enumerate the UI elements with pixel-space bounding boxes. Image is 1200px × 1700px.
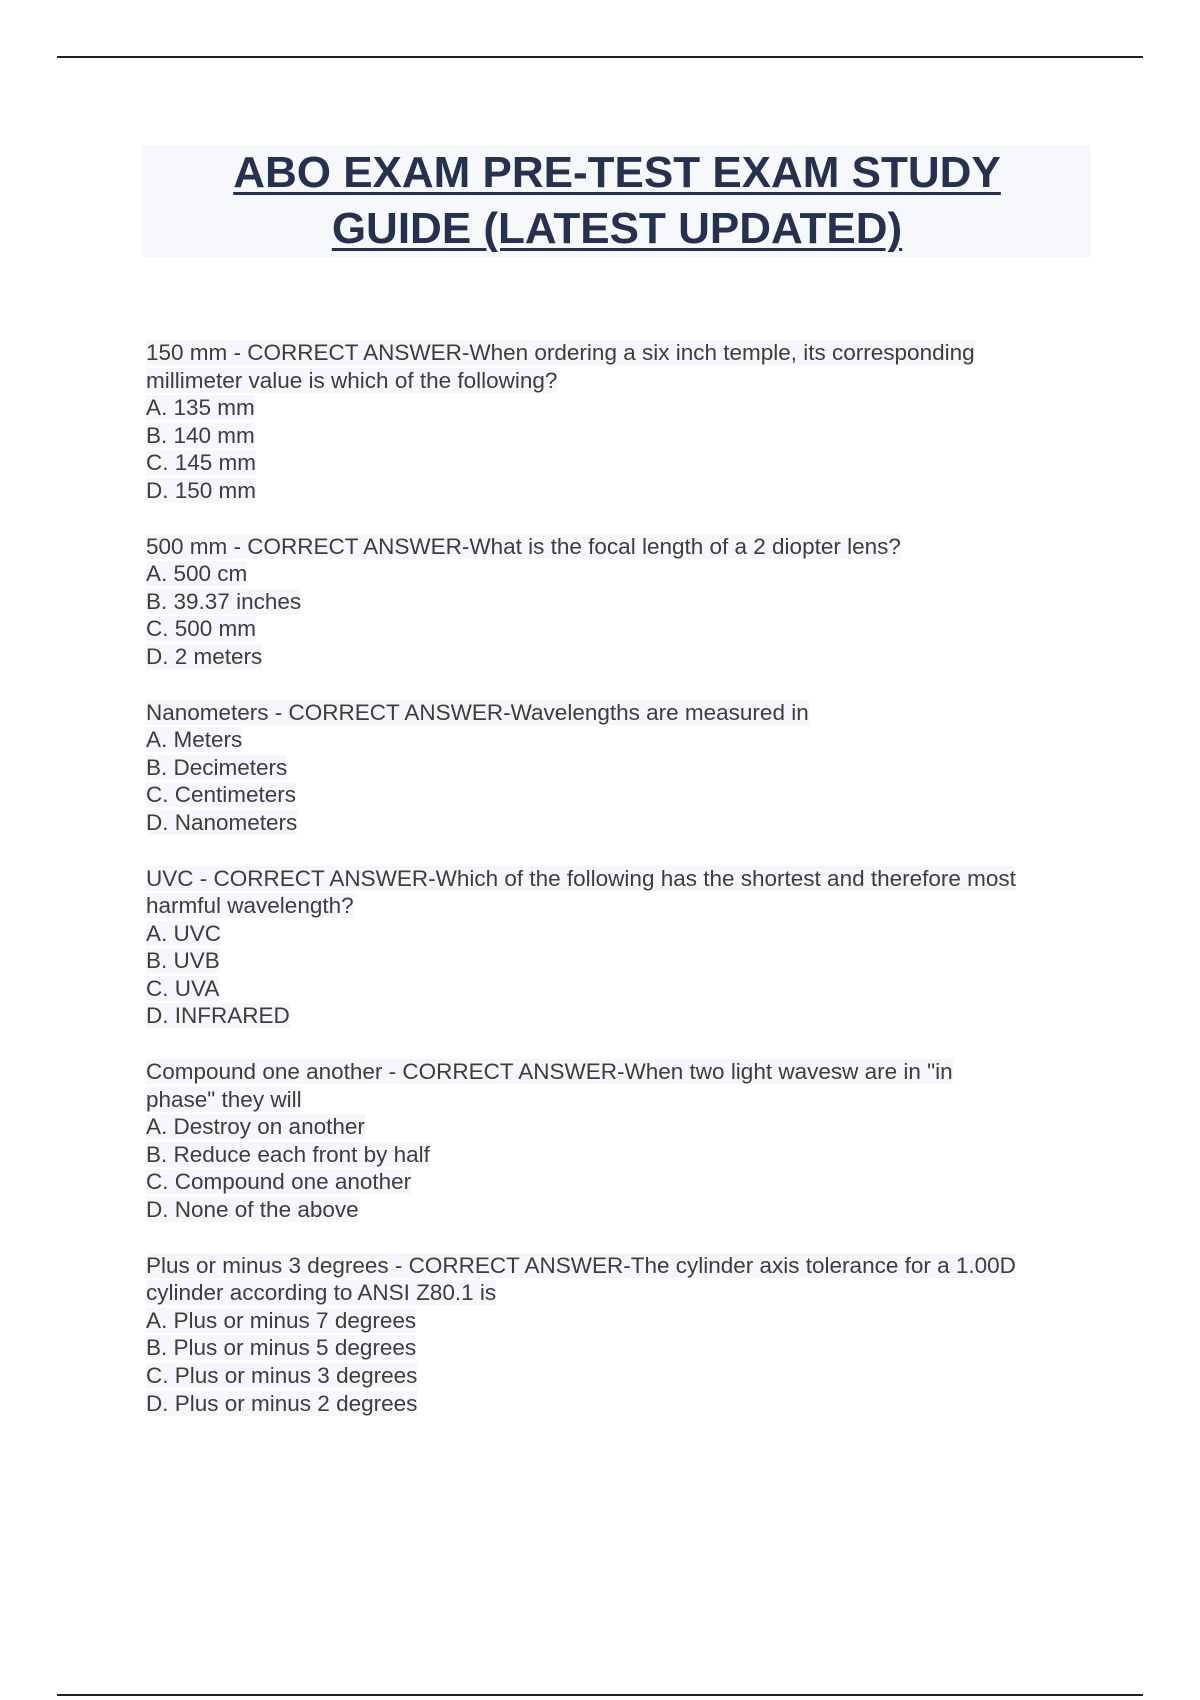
line-text: C. Compound one another [146,1169,412,1195]
bottom-divider [57,1694,1143,1696]
line-text: C. Centimeters [146,782,297,808]
question-line [146,615,1096,643]
question-line [146,975,1096,1003]
line-text: Plus or minus 3 degrees - CORRECT ANSWER-The cylinder axis tolerance for a 1.00D [146,1252,1016,1278]
question-list [146,339,1096,1445]
line-text: Compound one another - CORRECT ANSWER-When two light wavesw are in "in [146,1059,953,1085]
line-text: D. 150 mm [146,477,257,503]
line-text: A. Destroy on another [146,1114,365,1140]
line-text: 500 mm - CORRECT ANSWER-What is the focal length of a 2 diopter lens? [146,533,901,559]
question-line [146,1002,1096,1030]
line-text: millimeter value is which of the following? [146,367,558,393]
line-text: cylinder according to ANSI Z80.1 is [146,1280,497,1306]
question-answer-text [146,339,1096,367]
line-text: B. 39.37 inches [146,588,302,614]
question-line [146,1168,1096,1196]
question-line [146,477,1096,505]
line-text: B. Plus or minus 5 degrees [146,1335,417,1361]
question-block [146,699,1096,837]
question-line [146,1196,1096,1224]
question-line [146,809,1096,837]
line-text: Nanometers - CORRECT ANSWER-Wavelengths are measured in [146,699,809,725]
line-text: D. None of the above [146,1197,359,1223]
question-line [146,394,1096,422]
top-divider [57,56,1143,58]
line-text: B. UVB [146,948,220,974]
title-line-2: GUIDE (LATEST UPDATED) [331,204,903,253]
question-block [146,533,1096,671]
line-text: D. Plus or minus 2 degrees [146,1390,418,1416]
line-text: 150 mm - CORRECT ANSWER-When ordering a six inch temple, its corresponding [146,340,975,365]
line-text: D. INFRARED [146,1003,290,1029]
question-line [146,1362,1096,1390]
question-line [146,643,1096,671]
question-line [146,449,1096,477]
question-line [146,560,1096,588]
question-answer-text [146,865,1096,893]
line-text: A. 135 mm [146,395,255,421]
question-line [146,726,1096,754]
question-line [146,1334,1096,1362]
question-answer-text [146,1058,1096,1086]
question-line [146,781,1096,809]
line-text: C. UVA [146,975,220,1001]
question-block [146,339,1096,505]
line-text: C. 500 mm [146,616,257,642]
question-block [146,1252,1096,1418]
line-text: UVC - CORRECT ANSWER-Which of the following has the shortest and therefore most [146,865,1016,891]
line-text: A. UVC [146,920,222,946]
question-line [146,1390,1096,1418]
question-line [146,892,1096,920]
question-line [146,1113,1096,1141]
question-line [146,1279,1096,1307]
question-line [146,588,1096,616]
line-text: B. Decimeters [146,754,288,780]
line-text: D. 2 meters [146,643,263,669]
question-answer-text [146,1252,1096,1280]
question-line [146,1086,1096,1114]
document-title [143,145,1091,257]
title-line-1: ABO EXAM PRE-TEST EXAM STUDY [233,148,1001,197]
question-line [146,947,1096,975]
line-text: A. Plus or minus 7 degrees [146,1307,417,1333]
line-text: A. Meters [146,727,243,753]
question-block [146,865,1096,1031]
line-text: harmful wavelength? [146,893,354,919]
question-line [146,754,1096,782]
question-line [146,1307,1096,1335]
question-line [146,367,1096,395]
line-text: B. Reduce each front by half [146,1141,430,1167]
question-line [146,422,1096,450]
line-text: phase" they will [146,1086,302,1112]
line-text: C. 145 mm [146,450,257,476]
question-block [146,1058,1096,1224]
line-text: D. Nanometers [146,809,298,835]
line-text: A. 500 cm [146,561,248,587]
line-text: C. Plus or minus 3 degrees [146,1363,418,1388]
line-text: B. 140 mm [146,422,255,448]
question-answer-text [146,533,1096,561]
question-line [146,920,1096,948]
question-answer-text [146,699,1096,727]
question-line [146,1141,1096,1169]
